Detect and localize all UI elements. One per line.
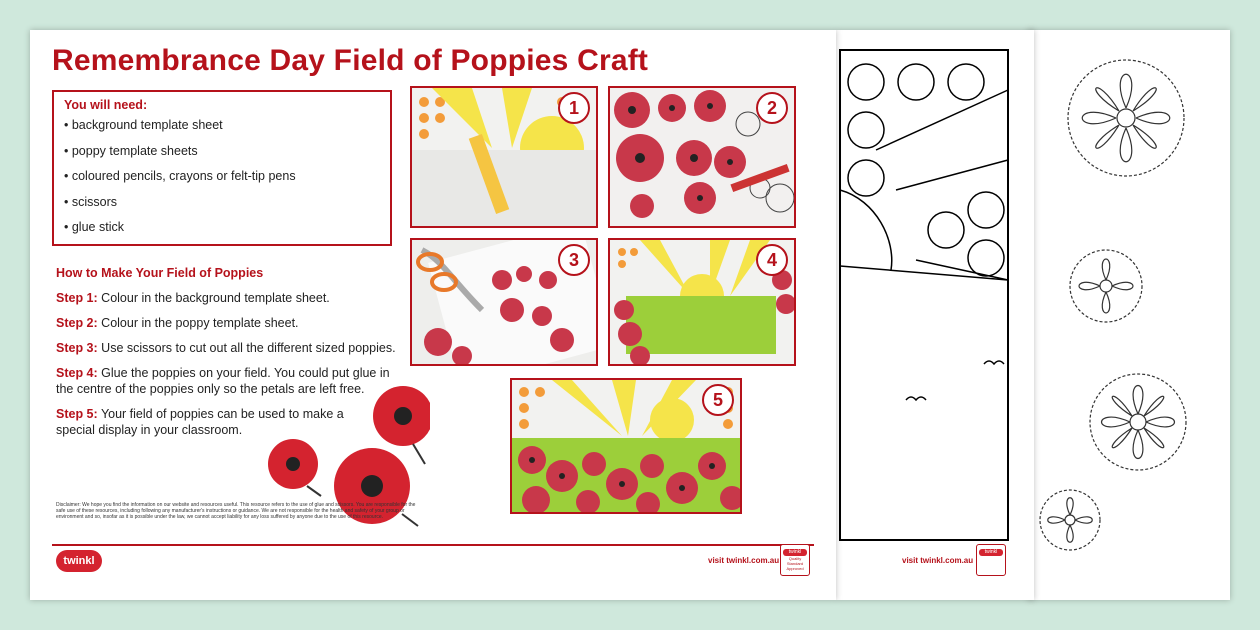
poppy-outline-tiny xyxy=(1040,490,1100,550)
materials-item: • coloured pencils, crayons or felt-tip pens xyxy=(64,169,380,195)
instructions-heading: How to Make Your Field of Poppies xyxy=(56,266,264,280)
materials-item: • scissors xyxy=(64,195,380,221)
photo-step-2 xyxy=(608,86,796,228)
step-text: Use scissors to cut out all the different sized poppies. xyxy=(101,341,396,355)
photo-step-5 xyxy=(510,378,742,514)
step-label: Step 2: xyxy=(56,316,98,330)
badge-brand: twinkl xyxy=(783,549,807,556)
instruction-sheet xyxy=(30,30,836,600)
materials-item: • background template sheet xyxy=(64,118,380,144)
step-text: Your field of poppies can be used to make a special display in your classroom. xyxy=(56,407,344,437)
step-label: Step 1: xyxy=(56,291,98,305)
background-template-sheet xyxy=(836,30,1034,600)
poppy-outline-medium xyxy=(1090,374,1186,470)
poppy-outline-small xyxy=(1070,250,1142,322)
step-label: Step 5: xyxy=(56,407,98,421)
step-number-3: 3 xyxy=(558,244,590,276)
materials-heading: You will need: xyxy=(64,98,148,112)
photo-step-3 xyxy=(410,238,598,366)
photo-step-1 xyxy=(410,86,598,228)
mid-quality-badge xyxy=(976,544,1006,576)
step-3 xyxy=(56,340,396,356)
twinkl-logo[interactable]: twinkl xyxy=(56,550,102,572)
background-template-art xyxy=(836,30,1034,600)
visit-link[interactable]: visit twinkl.com.au xyxy=(708,556,780,565)
page-title: Remembrance Day Field of Poppies Craft xyxy=(52,44,649,77)
step-number-4: 4 xyxy=(756,244,788,276)
photo-step-4 xyxy=(608,238,796,366)
step-text: Colour in the background template sheet. xyxy=(101,291,330,305)
step-number-2: 2 xyxy=(756,92,788,124)
step-label: Step 3: xyxy=(56,341,98,355)
step-text: Glue the poppies on your field. You could put glue in the centre of the poppies only so the petals are left free. xyxy=(56,366,390,396)
poppy-template-sheet xyxy=(1028,30,1230,600)
disclaimer: Disclaimer: We hope you find the information on our website and resources useful. This resource refers to the use of glue and scissors. You are responsible for the safe use of these resources, including following any manufacturer's instructions or guidance. We are not responsible for the health and safety of your group or environment and so, insofar as it is possible under the law, we cannot accept liability for any loss suffered by anyone due to the use of this resource. xyxy=(56,502,416,521)
badge-text: Quality Standard Approved xyxy=(786,556,804,571)
step-1 xyxy=(56,290,396,306)
materials-list xyxy=(64,118,380,246)
step-number-1: 1 xyxy=(558,92,590,124)
poppy-outline-large xyxy=(1068,60,1184,176)
poppy-outlines xyxy=(1028,30,1230,600)
step-2 xyxy=(56,315,396,331)
materials-box xyxy=(52,90,392,246)
poppy-illustration-2 xyxy=(268,439,321,496)
materials-item: • poppy template sheets xyxy=(64,144,380,170)
mid-badge-brand: twinkl xyxy=(979,549,1003,556)
footer-divider xyxy=(52,544,814,546)
step-label: Step 4: xyxy=(56,366,98,380)
step-number-5: 5 xyxy=(702,384,734,416)
materials-item: • glue stick xyxy=(64,220,380,246)
step-text: Colour in the poppy template sheet. xyxy=(101,316,299,330)
mid-visit-link[interactable]: visit twinkl.com.au xyxy=(902,556,974,565)
quality-badge xyxy=(780,544,810,576)
